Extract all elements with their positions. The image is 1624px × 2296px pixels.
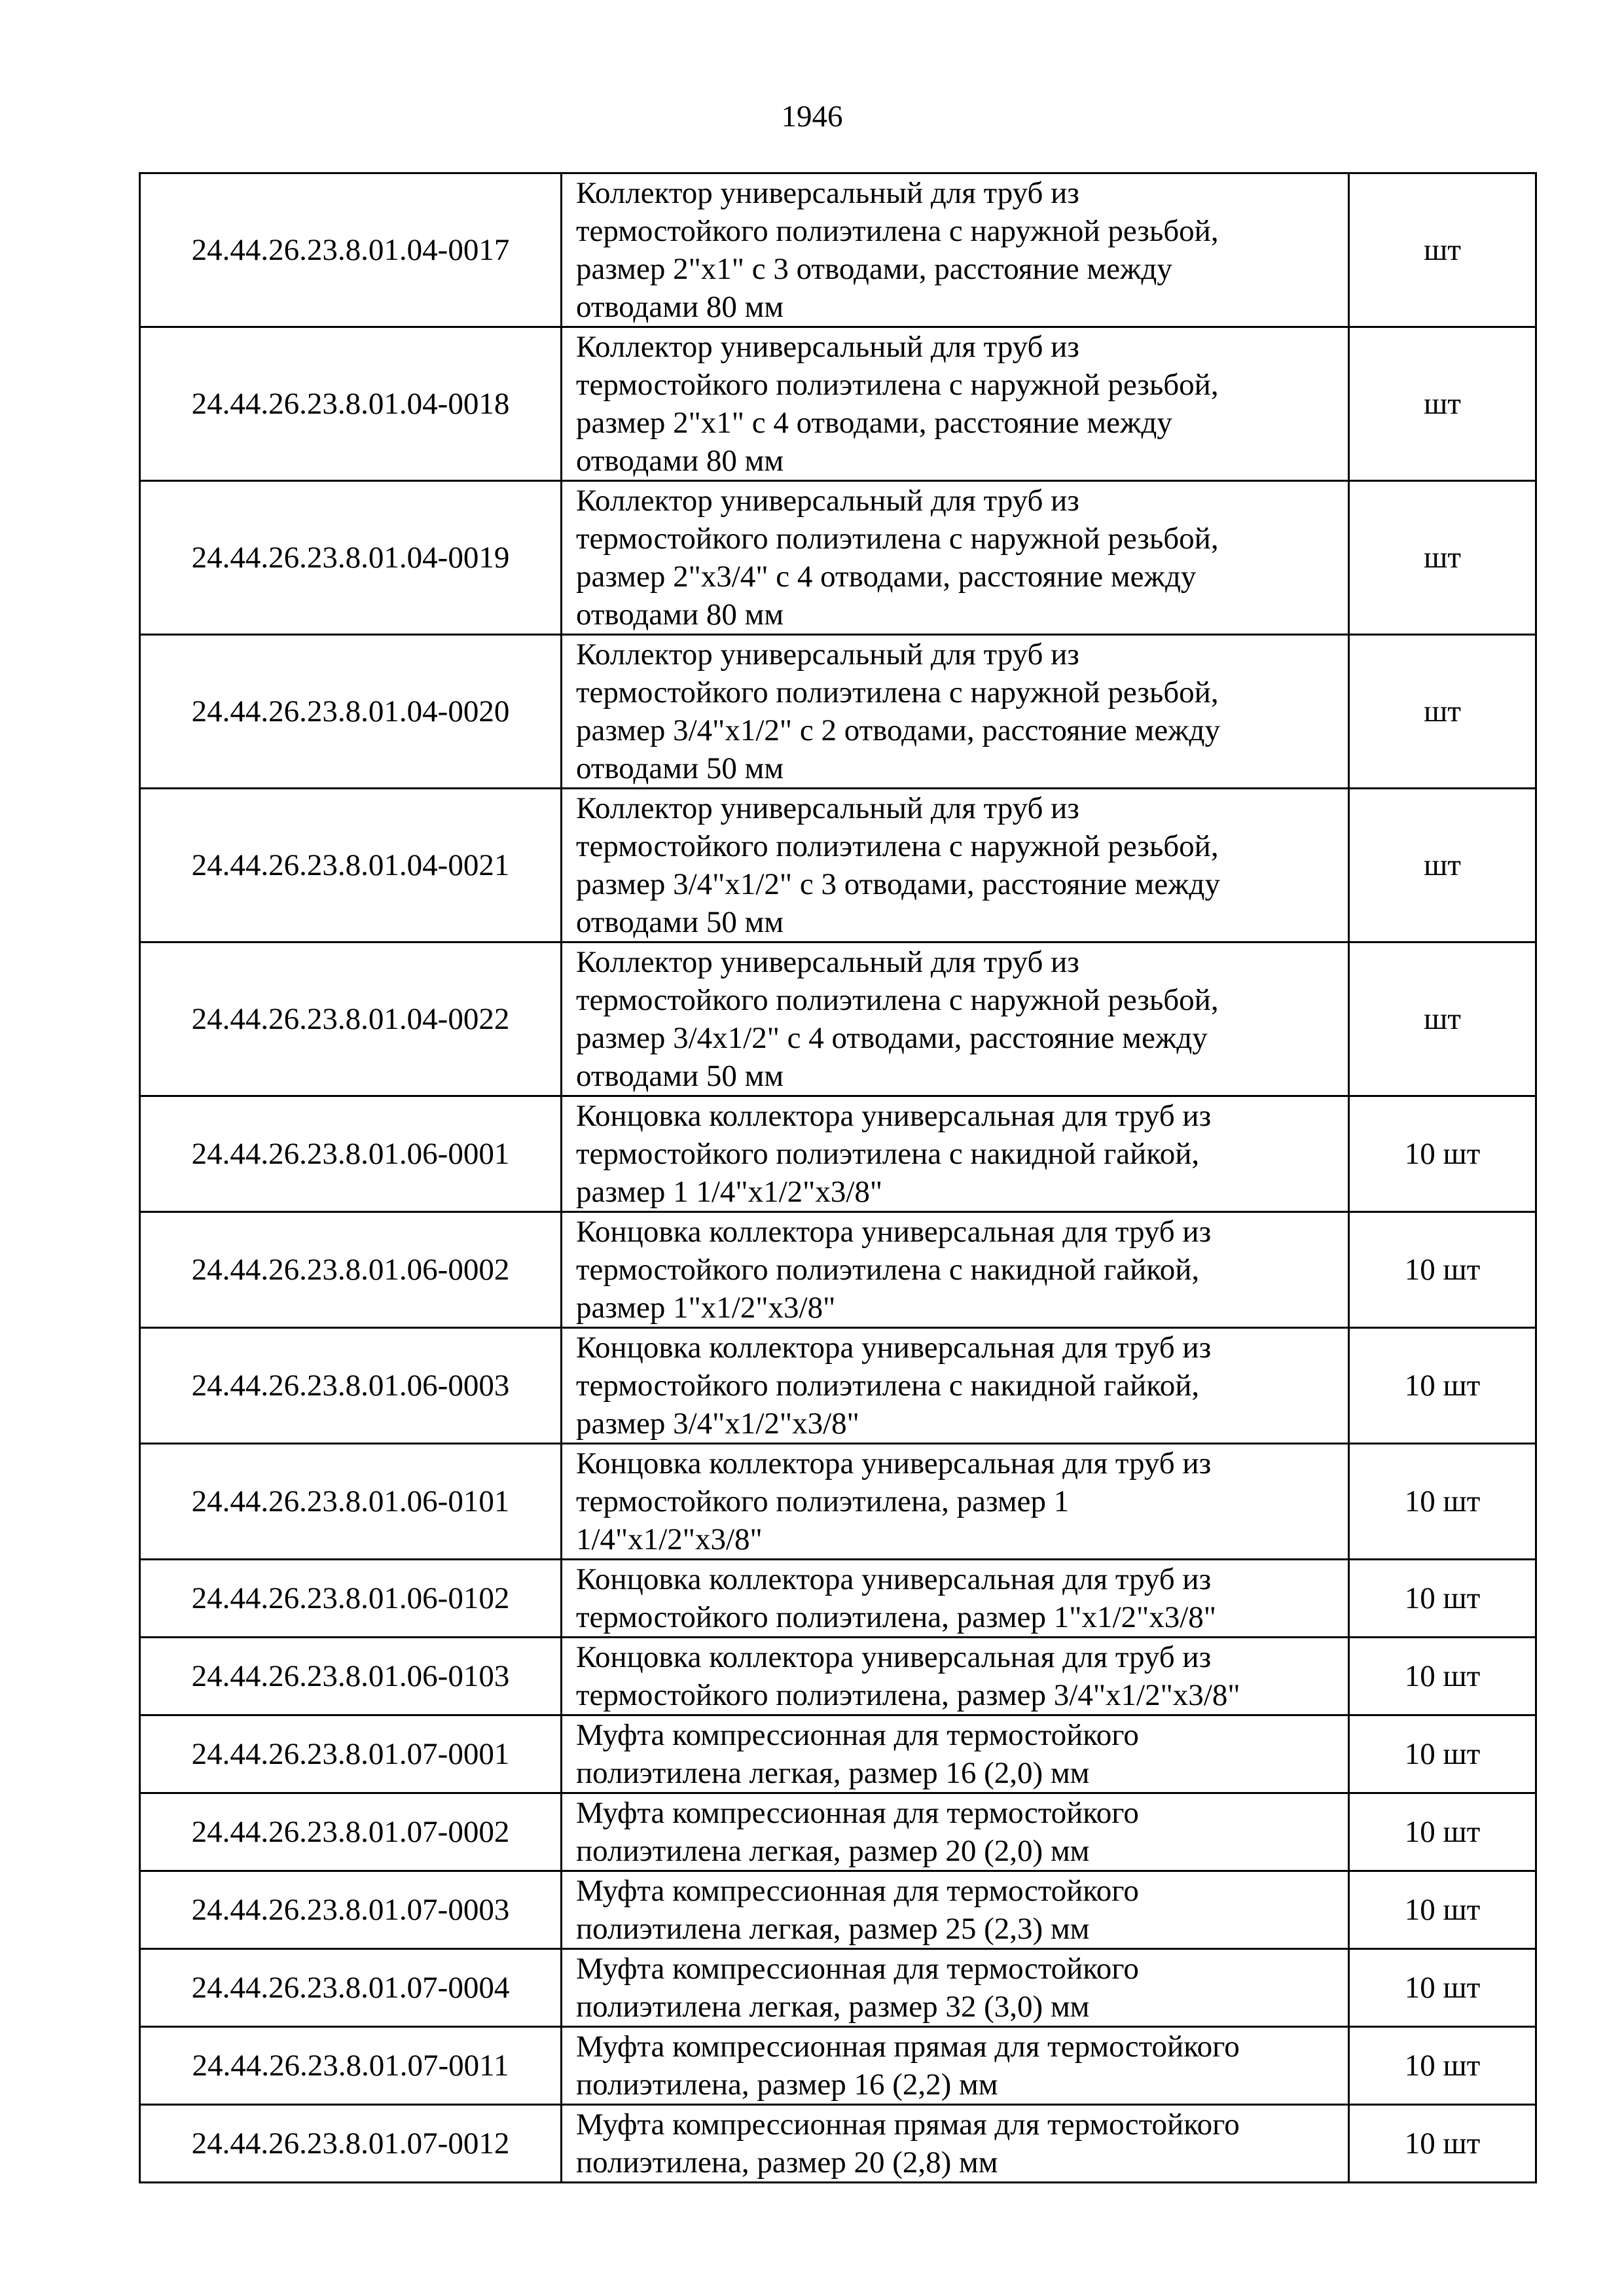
resource-table: [139, 172, 1537, 2183]
resource-unit-cell: 10 шт: [1349, 1871, 1536, 1949]
resource-name-text: Концовка коллектора универсальная для труб из термостойкого полиэтилена, размер 1"х1/2"х3/8": [576, 1562, 1216, 1634]
table-row: [140, 1212, 1536, 1328]
table-row: [140, 1715, 1536, 1793]
resource-name-text: Муфта компрессионная прямая для термостойкого полиэтилена, размер 16 (2,2) мм: [576, 2030, 1240, 2102]
table-row: [140, 2027, 1536, 2105]
resource-code-cell: 24.44.26.23.8.01.04-0022: [140, 942, 562, 1096]
resource-name-cell: [562, 173, 1349, 327]
resource-name-cell: [562, 789, 1349, 942]
resource-name-text: Муфта компрессионная для термостойкого полиэтилена легкая, размер 25 (2,3) мм: [576, 1874, 1139, 1946]
resource-name-text: Коллектор универсальный для труб из термостойкого полиэтилена с наружной резьбой, размер 2"х1" с 3 отводами, расстояние между отводами 80 мм: [576, 176, 1219, 324]
resource-table-body: [140, 173, 1536, 2183]
table-row: [140, 1793, 1536, 1871]
resource-code-cell: 24.44.26.23.8.01.06-0101: [140, 1444, 562, 1560]
resource-code-cell: 24.44.26.23.8.01.06-0001: [140, 1096, 562, 1212]
resource-name-text: Муфта компрессионная прямая для термостойкого полиэтилена, размер 20 (2,8) мм: [576, 2108, 1240, 2179]
resource-code-cell: 24.44.26.23.8.01.04-0017: [140, 173, 562, 327]
resource-name-text: Концовка коллектора универсальная для труб из термостойкого полиэтилена с накидной гайкой, размер 3/4"х1/2"х3/8": [576, 1331, 1212, 1441]
table-row: [140, 1096, 1536, 1212]
resource-unit-cell: 10 шт: [1349, 1949, 1536, 2027]
resource-name-text: Муфта компрессионная для термостойкого полиэтилена легкая, размер 20 (2,0) мм: [576, 1796, 1139, 1868]
resource-name-cell: [562, 481, 1349, 635]
resource-name-cell: [562, 1871, 1349, 1949]
resource-code-cell: 24.44.26.23.8.01.06-0102: [140, 1560, 562, 1638]
table-row: [140, 327, 1536, 481]
resource-name-cell: [562, 1096, 1349, 1212]
table-row: [140, 481, 1536, 635]
resource-unit-cell: 10 шт: [1349, 1560, 1536, 1638]
table-row: [140, 1444, 1536, 1560]
resource-unit-cell: 10 шт: [1349, 1715, 1536, 1793]
resource-code-cell: 24.44.26.23.8.01.07-0001: [140, 1715, 562, 1793]
resource-code-cell: 24.44.26.23.8.01.04-0020: [140, 635, 562, 789]
resource-unit-cell: 10 шт: [1349, 1328, 1536, 1444]
resource-code-cell: 24.44.26.23.8.01.04-0018: [140, 327, 562, 481]
resource-unit-cell: 10 шт: [1349, 2027, 1536, 2105]
table-row: [140, 2105, 1536, 2183]
resource-code-cell: 24.44.26.23.8.01.06-0002: [140, 1212, 562, 1328]
resource-code-cell: 24.44.26.23.8.01.07-0003: [140, 1871, 562, 1949]
resource-code-cell: 24.44.26.23.8.01.04-0021: [140, 789, 562, 942]
resource-code-cell: 24.44.26.23.8.01.06-0003: [140, 1328, 562, 1444]
resource-unit-cell: шт: [1349, 173, 1536, 327]
resource-name-cell: [562, 1444, 1349, 1560]
resource-unit-cell: 10 шт: [1349, 1638, 1536, 1715]
resource-unit-cell: 10 шт: [1349, 1096, 1536, 1212]
resource-name-text: Коллектор универсальный для труб из термостойкого полиэтилена с наружной резьбой, размер 3/4"х1/2" с 2 отводами, расстояние между отводами 50 мм: [576, 637, 1220, 785]
resource-name-text: Коллектор универсальный для труб из термостойкого полиэтилена с наружной резьбой, размер 3/4"х1/2" с 3 отводами, расстояние между отводами 50 мм: [576, 791, 1220, 939]
table-row: [140, 1560, 1536, 1638]
table-row: [140, 1871, 1536, 1949]
resource-code-cell: 24.44.26.23.8.01.06-0103: [140, 1638, 562, 1715]
resource-name-cell: [562, 1560, 1349, 1638]
resource-name-text: Коллектор универсальный для труб из термостойкого полиэтилена с наружной резьбой, размер 3/4х1/2" с 4 отводами, расстояние между отводами 50 мм: [576, 945, 1219, 1093]
resource-unit-cell: 10 шт: [1349, 2105, 1536, 2183]
resource-name-cell: [562, 327, 1349, 481]
resource-name-cell: [562, 1212, 1349, 1328]
resource-code-cell: 24.44.26.23.8.01.07-0004: [140, 1949, 562, 2027]
resource-name-cell: [562, 1793, 1349, 1871]
resource-name-cell: [562, 2027, 1349, 2105]
resource-code-cell: 24.44.26.23.8.01.07-0011: [140, 2027, 562, 2105]
table-row: [140, 635, 1536, 789]
resource-name-text: Коллектор универсальный для труб из термостойкого полиэтилена с наружной резьбой, размер 2"х3/4" с 4 отводами, расстояние между отводами 80 мм: [576, 484, 1219, 632]
table-row: [140, 1328, 1536, 1444]
resource-name-cell: [562, 1949, 1349, 2027]
resource-unit-cell: шт: [1349, 942, 1536, 1096]
resource-name-text: Концовка коллектора универсальная для труб из термостойкого полиэтилена, размер 3/4"х1/2"х3/8": [576, 1640, 1240, 1712]
resource-name-text: Муфта компрессионная для термостойкого полиэтилена легкая, размер 32 (3,0) мм: [576, 1952, 1139, 2024]
resource-name-cell: [562, 1638, 1349, 1715]
resource-unit-cell: 10 шт: [1349, 1212, 1536, 1328]
resource-unit-cell: шт: [1349, 789, 1536, 942]
resource-name-cell: [562, 1715, 1349, 1793]
table-row: [140, 1949, 1536, 2027]
resource-unit-cell: 10 шт: [1349, 1793, 1536, 1871]
table-row: [140, 942, 1536, 1096]
resource-name-cell: [562, 635, 1349, 789]
resource-name-text: Концовка коллектора универсальная для труб из термостойкого полиэтилена с накидной гайкой, размер 1"х1/2"х3/8": [576, 1215, 1212, 1325]
resource-unit-cell: шт: [1349, 635, 1536, 789]
table-row: [140, 789, 1536, 942]
resource-unit-cell: шт: [1349, 327, 1536, 481]
table-row: [140, 173, 1536, 327]
resource-name-cell: [562, 1328, 1349, 1444]
resource-code-cell: 24.44.26.23.8.01.04-0019: [140, 481, 562, 635]
resource-unit-cell: 10 шт: [1349, 1444, 1536, 1560]
page-number: 1946: [781, 99, 843, 134]
resource-name-cell: [562, 942, 1349, 1096]
resource-name-text: Концовка коллектора универсальная для труб из термостойкого полиэтилена, размер 1 1/4"х1/2"х3/8": [576, 1446, 1212, 1556]
resource-code-cell: 24.44.26.23.8.01.07-0002: [140, 1793, 562, 1871]
resource-name-text: Коллектор универсальный для труб из термостойкого полиэтилена с наружной резьбой, размер 2"х1" с 4 отводами, расстояние между отводами 80 мм: [576, 330, 1219, 478]
resource-name-cell: [562, 2105, 1349, 2183]
resource-unit-cell: шт: [1349, 481, 1536, 635]
resource-name-text: Концовка коллектора универсальная для труб из термостойкого полиэтилена с накидной гайкой, размер 1 1/4"х1/2"х3/8": [576, 1099, 1212, 1209]
table-row: [140, 1638, 1536, 1715]
resource-name-text: Муфта компрессионная для термостойкого полиэтилена легкая, размер 16 (2,0) мм: [576, 1718, 1139, 1790]
resource-code-cell: 24.44.26.23.8.01.07-0012: [140, 2105, 562, 2183]
